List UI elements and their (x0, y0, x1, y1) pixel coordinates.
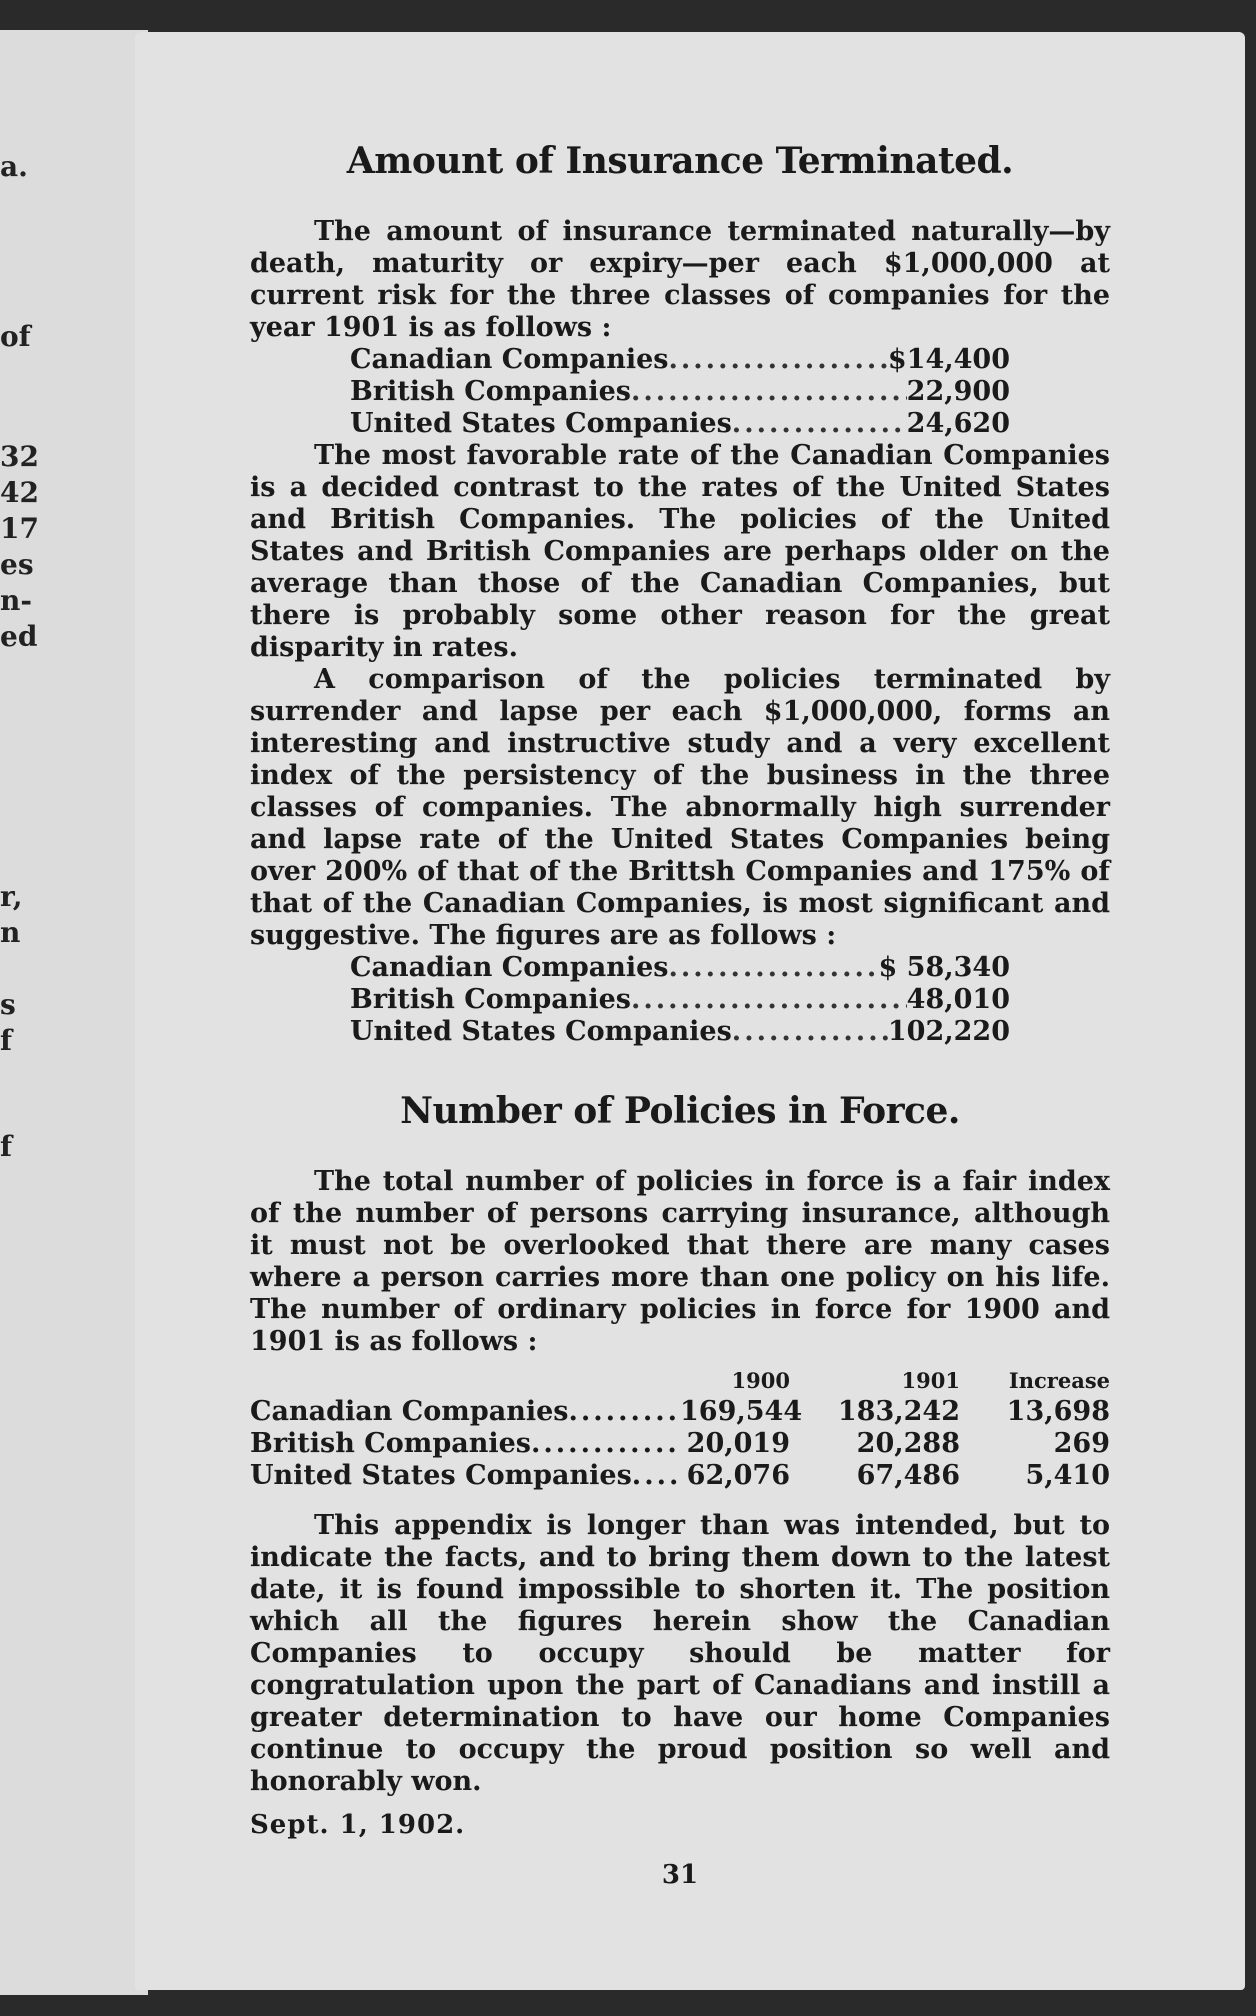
paragraph: The total number of policies in force is a fair index of the number of persons carrying insurance, although it must not be overlooked that there are many cases where a person carries more than one policy on his life. The number of ordinary policies in force for 1900 and 1901 is as follows : (250, 1166, 1110, 1357)
cell-1901: 183,242 (837, 1396, 960, 1427)
cell-1900: 20,019 (686, 1428, 790, 1459)
cell-1901: 20,288 (856, 1428, 960, 1459)
column-header: 1900 (731, 1368, 790, 1393)
company-name: Canadian Companies (350, 952, 669, 983)
leader-dots (668, 952, 878, 984)
page-content (250, 140, 1110, 1890)
cell-increase: 269 (1053, 1428, 1110, 1459)
section-title-policies-in-force: Number of Policies in Force. (400, 1090, 960, 1132)
page-number: 31 (661, 1860, 699, 1890)
table-row (350, 408, 1010, 440)
paragraph: The amount of insurance terminated naturally—by death, maturity or expiry—per each $1,000,000 at current risk for the three classes of companies for the year 1901 is as follows : (250, 216, 1110, 343)
paragraph: A comparison of the policies terminated by surrender and lapse per each $1,000,000, forms an interesting and instructive study and a very excellent index of the persistency of the business in the three classes of companies. The abnormally high surrender and lapse rate of the United States Companies being over 200% of that of the Brittsh Companies and 175% of that of the Canadian Companies, is most significant and suggestive. The figures are as follows : (250, 664, 1110, 951)
margin-fragment: f (0, 1024, 13, 1057)
margin-fragment: 32 (0, 440, 39, 473)
amount: 24,620 (906, 408, 1010, 439)
company-name: Canadian Companies (350, 344, 669, 375)
table-header (250, 1366, 1110, 1396)
left-facing-page (0, 30, 148, 1995)
margin-fragment: of (0, 320, 31, 353)
amount: $ 58,340 (878, 952, 1010, 983)
margin-fragment: ed (0, 620, 38, 653)
leader-dots (631, 984, 907, 1016)
surrender-lapse-table (350, 952, 1010, 1048)
margin-fragment: n- (0, 584, 32, 617)
column-header: 1901 (901, 1368, 960, 1393)
leader-dots (568, 1396, 680, 1428)
policies-table (250, 1366, 1110, 1492)
table-row (350, 344, 1010, 376)
margin-fragment: 42 (0, 476, 39, 509)
company-name: United States Companies (250, 1460, 632, 1491)
amount: 102,220 (887, 1016, 1010, 1047)
company-name: United States Companies (350, 408, 732, 439)
margin-fragment: a. (0, 150, 28, 183)
date-line: Sept. 1, 1902. (250, 1810, 466, 1840)
table-row (350, 1016, 1010, 1048)
margin-fragment: f (0, 1130, 13, 1163)
leader-dots (631, 376, 907, 408)
leader-dots (632, 1460, 680, 1492)
table-row (350, 376, 1010, 408)
table-row (350, 984, 1010, 1016)
margin-fragment: es (0, 548, 34, 581)
table-row (250, 1396, 1110, 1428)
company-name: British Companies (350, 376, 631, 407)
column-header: Increase (1008, 1368, 1110, 1393)
section-title-insurance-terminated: Amount of Insurance Terminated. (346, 140, 1014, 182)
cell-increase: 13,698 (1006, 1396, 1110, 1427)
leader-dots (531, 1428, 680, 1460)
margin-fragment: 17 (0, 512, 39, 545)
table-row (250, 1460, 1110, 1492)
margin-fragment: n (0, 916, 21, 949)
terminated-naturally-table (350, 344, 1010, 440)
paragraph: The most favorable rate of the Canadian Companies is a decided contrast to the rates of the United States and British Companies. The policies of the United States and British Companies are perhaps older on the average than those of the Canadian Companies, but there is probably some other reason for the great disparity in rates. (250, 440, 1110, 663)
amount: $14,400 (887, 344, 1010, 375)
leader-dots (668, 344, 887, 376)
table-row (250, 1428, 1110, 1460)
amount: 48,010 (906, 984, 1010, 1015)
paragraph: This appendix is longer than was intended, but to indicate the facts, and to bring them down to the latest date, it is found impossible to shorten it. The position which all the figures herein show the Canadian Companies to occupy should be matter for congratulation upon the part of Canadians and instill a greater determination to have our home Companies continue to occupy the proud position so well and honorably won. (250, 1510, 1110, 1797)
company-name: British Companies (350, 984, 631, 1015)
cell-increase: 5,410 (1025, 1460, 1110, 1491)
company-name: Canadian Companies (250, 1396, 569, 1427)
cell-1900: 169,544 (680, 1396, 803, 1427)
cell-1901: 67,486 (856, 1460, 960, 1491)
company-name: United States Companies (350, 1016, 732, 1047)
table-row (350, 952, 1010, 984)
margin-fragment: r, (0, 880, 23, 913)
leader-dots (732, 1016, 888, 1048)
amount: 22,900 (906, 376, 1010, 407)
cell-1900: 62,076 (686, 1460, 790, 1491)
leader-dots (732, 408, 907, 440)
margin-fragment: s (0, 988, 16, 1021)
company-name: British Companies (250, 1428, 531, 1459)
